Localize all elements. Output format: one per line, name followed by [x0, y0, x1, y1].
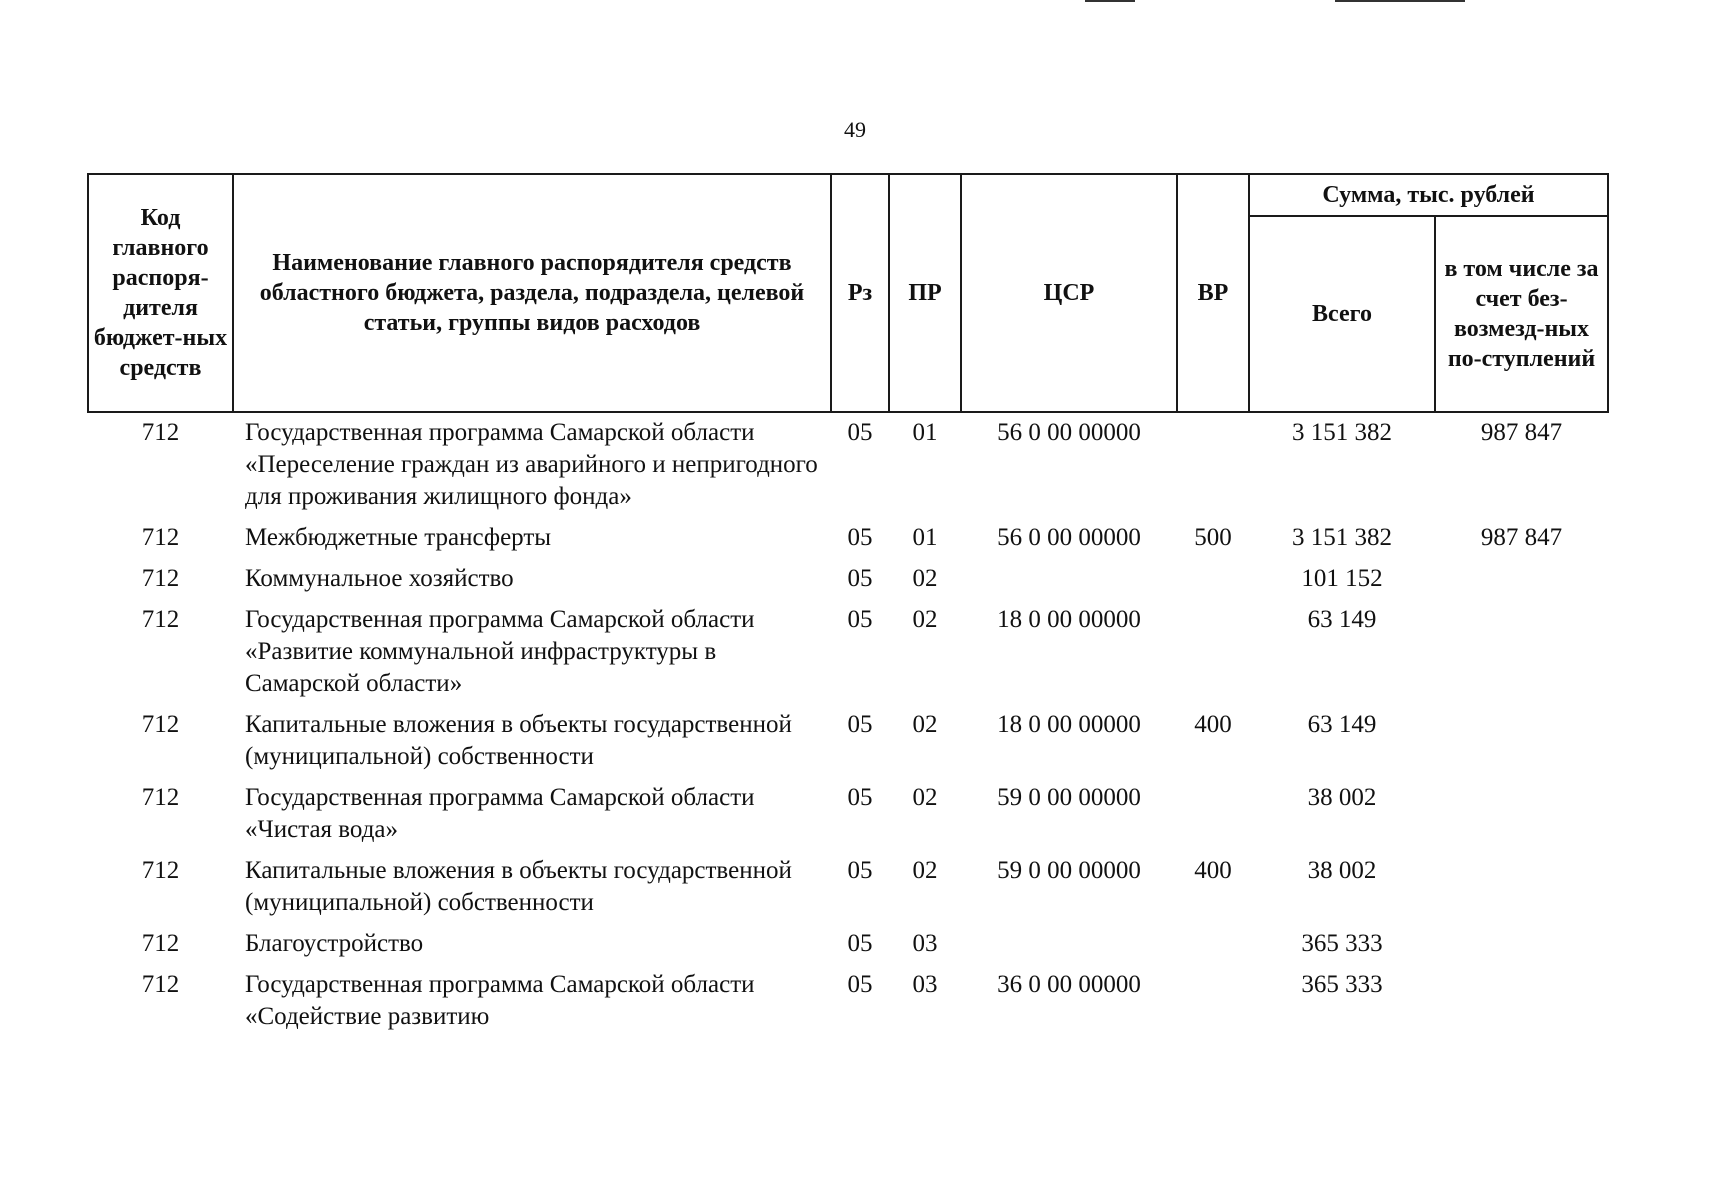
row-pr-cell: 01: [912, 524, 938, 551]
header-name: Наименование главного распорядителя средств областного бюджета, раздела, подраздела, целевой статьи, группы видов расходов: [233, 174, 831, 412]
table-row: [88, 925, 1608, 966]
row-code-cell: 712: [141, 606, 180, 633]
row-csr-cell: 18 0 00 00000: [997, 711, 1141, 738]
row-free-receipts-cell: [1435, 706, 1608, 779]
row-rz-cell: 05: [847, 711, 873, 738]
row-csr-cell: 56 0 00 00000: [997, 419, 1141, 446]
row-csr-cell: 59 0 00 00000: [997, 784, 1141, 811]
row-code-cell: 712: [141, 565, 180, 592]
row-vr-cell: [1177, 925, 1249, 966]
row-total-cell: 3 151 382: [1292, 524, 1392, 551]
row-total-cell: 3 151 382: [1292, 419, 1392, 446]
row-free-receipts-cell: 987 847: [1480, 419, 1563, 446]
row-pr-cell: 02: [912, 711, 938, 738]
row-vr-cell: [1177, 966, 1249, 1039]
row-free-receipts-cell: 987 847: [1480, 524, 1563, 551]
row-free-receipts-cell: [1435, 779, 1608, 852]
row-csr-cell: 56 0 00 00000: [997, 524, 1141, 551]
row-name-cell: Капитальные вложения в объекты государственной (муниципальной) собственности: [245, 711, 792, 770]
row-vr-cell: 500: [1194, 524, 1232, 551]
top-scan-line-1: [1085, 0, 1135, 2]
row-name-cell: Капитальные вложения в объекты государственной (муниципальной) собственности: [245, 857, 792, 916]
row-total-cell: 38 002: [1307, 784, 1377, 811]
header-rz: Рз: [831, 174, 889, 412]
row-vr-cell: 400: [1194, 857, 1232, 884]
row-total-cell: 38 002: [1307, 857, 1377, 884]
row-total-cell: 63 149: [1307, 711, 1377, 738]
row-pr-cell: 02: [912, 565, 938, 592]
header-csr: ЦСР: [961, 174, 1177, 412]
row-pr-cell: 02: [912, 857, 938, 884]
table-row: [88, 966, 1608, 1039]
row-free-receipts-cell: [1435, 852, 1608, 925]
row-rz-cell: 05: [847, 971, 873, 998]
table-row: [88, 601, 1608, 706]
row-name-cell: Государственная программа Самарской области «Развитие коммунальной инфраструктуры в Самарской области»: [245, 606, 755, 697]
row-pr-cell: 03: [912, 971, 938, 998]
table-row: [88, 412, 1608, 519]
row-name-cell: Коммунальное хозяйство: [245, 565, 514, 592]
row-rz-cell: 05: [847, 419, 873, 446]
row-vr-cell: [1177, 412, 1249, 519]
row-name-cell: Благоустройство: [245, 930, 424, 957]
row-vr-cell: 400: [1194, 711, 1232, 738]
row-name-cell: Государственная программа Самарской области «Переселение граждан из аварийного и непригодного для проживания жилищного фонда»: [245, 419, 818, 510]
row-rz-cell: 05: [847, 565, 873, 592]
row-free-receipts-cell: [1435, 925, 1608, 966]
row-code-cell: 712: [141, 711, 180, 738]
row-rz-cell: 05: [847, 857, 873, 884]
header-vr: ВР: [1177, 174, 1249, 412]
row-csr-cell: [961, 925, 1177, 966]
table-body: [88, 412, 1608, 1039]
row-name-cell: Межбюджетные трансферты: [245, 524, 552, 551]
header-total: Всего: [1249, 216, 1435, 412]
row-csr-cell: 18 0 00 00000: [997, 606, 1141, 633]
row-code-cell: 712: [141, 930, 180, 957]
table-row: [88, 706, 1608, 779]
header-free-receipts: в том числе за счет без-возмезд-ных по-ступлений: [1435, 216, 1608, 412]
top-scan-line-2: [1335, 0, 1465, 2]
table-row: [88, 852, 1608, 925]
row-rz-cell: 05: [847, 930, 873, 957]
row-code-cell: 712: [141, 857, 180, 884]
header-sum-group: Сумма, тыс. рублей: [1249, 174, 1608, 216]
row-vr-cell: [1177, 560, 1249, 601]
row-free-receipts-cell: [1435, 560, 1608, 601]
row-name-cell: Государственная программа Самарской области «Содействие развитию: [245, 971, 755, 1030]
row-free-receipts-cell: [1435, 966, 1608, 1039]
header-row-1: [88, 174, 1608, 216]
header-pr: ПР: [889, 174, 961, 412]
row-code-cell: 712: [141, 784, 180, 811]
row-total-cell: 63 149: [1307, 606, 1377, 633]
row-rz-cell: 05: [847, 524, 873, 551]
row-code-cell: 712: [141, 524, 180, 551]
row-rz-cell: 05: [847, 606, 873, 633]
row-pr-cell: 02: [912, 606, 938, 633]
row-pr-cell: 02: [912, 784, 938, 811]
table-row: [88, 560, 1608, 601]
row-total-cell: 365 333: [1301, 930, 1383, 957]
row-total-cell: 365 333: [1301, 971, 1383, 998]
row-csr-cell: [961, 560, 1177, 601]
budget-table: [87, 173, 1609, 1039]
row-vr-cell: [1177, 779, 1249, 852]
row-code-cell: 712: [141, 971, 180, 998]
row-free-receipts-cell: [1435, 601, 1608, 706]
table-row: [88, 779, 1608, 852]
row-rz-cell: 05: [847, 784, 873, 811]
row-pr-cell: 01: [912, 419, 938, 446]
row-code-cell: 712: [141, 419, 180, 446]
row-csr-cell: 59 0 00 00000: [997, 857, 1141, 884]
row-total-cell: 101 152: [1301, 565, 1383, 592]
header-code: Код главного распоря-дителя бюджет-ных средств: [88, 174, 233, 412]
table-row: [88, 519, 1608, 560]
row-pr-cell: 03: [912, 930, 938, 957]
row-csr-cell: 36 0 00 00000: [997, 971, 1141, 998]
row-name-cell: Государственная программа Самарской области «Чистая вода»: [245, 784, 755, 843]
row-vr-cell: [1177, 601, 1249, 706]
page-number: 49: [844, 117, 866, 142]
